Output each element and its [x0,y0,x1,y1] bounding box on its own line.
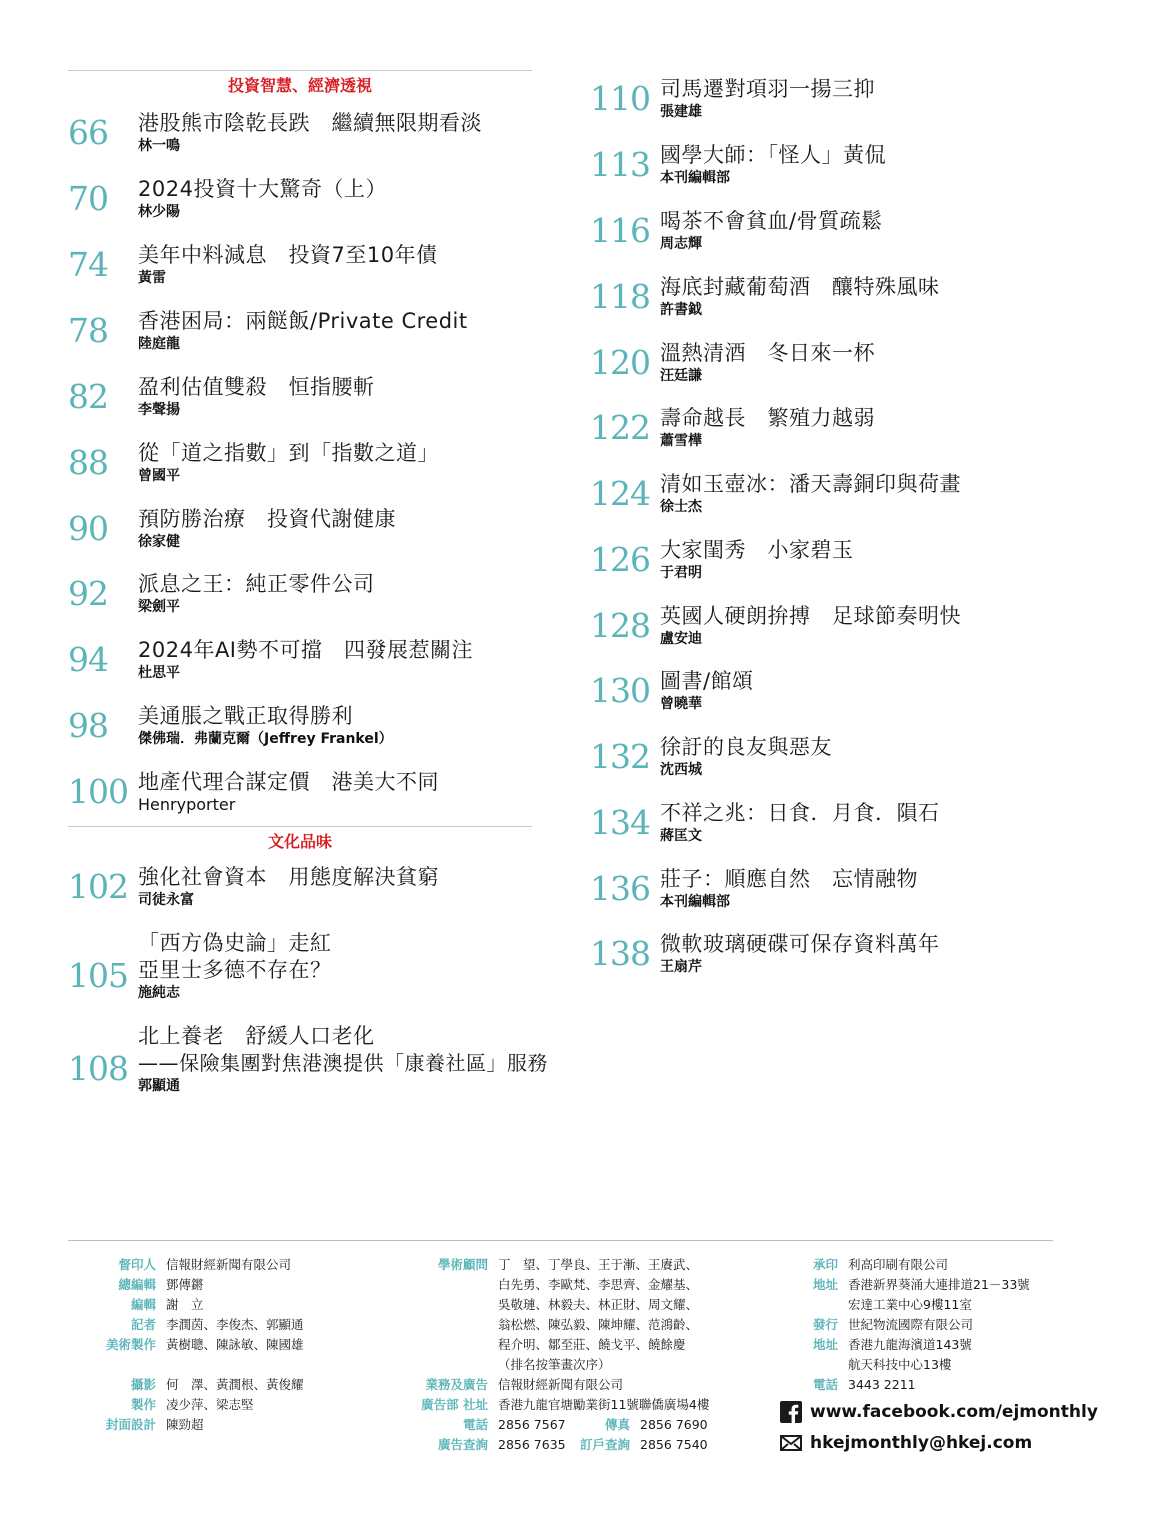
toc-entry[interactable] [68,374,375,419]
article-title: 2024年AI勢不可擋 四發展惹關注 [138,638,474,662]
credit-row [400,1315,709,1335]
article-title: 不祥之兆：日食．月食．隕石 [660,801,940,825]
toc-entry[interactable] [68,506,396,551]
article-author: 沈西城 [660,762,702,778]
article-title: 微軟玻璃硬碟可保存資料萬年 [660,932,940,956]
credit-value: 航天科技中心13樓 [848,1357,952,1372]
article-author: 張建雄 [660,104,702,120]
article-author: 蔣匡文 [660,828,702,844]
masthead-credits [68,1240,1098,1453]
credit-label: 訂戶查詢 [579,1437,630,1452]
credit-row [88,1395,304,1415]
toc-entry[interactable] [590,340,875,385]
toc-entry[interactable] [68,440,439,485]
credit-value: 香港新界葵涌大連排道21－33號 [848,1277,1030,1292]
article-title: 香港困局：兩餸飯/Private Credit [138,309,468,333]
article-title: 2024投資十大驚奇（上） [138,177,387,201]
toc-entry[interactable] [590,208,883,253]
page-number: 136 [590,869,650,908]
article-title: 圖書/館頌 [660,669,754,693]
article-title: 美通脹之戰正取得勝利 [138,704,353,728]
credit-value: 世紀物流國際有限公司 [848,1317,974,1332]
article-author: 陸庭龍 [138,336,180,352]
credit-row [88,1375,304,1395]
credit-value: 翁松燃、陳弘毅、陳坤耀、范鴻齡、 [498,1317,699,1332]
article-author: 王扇芹 [660,959,702,975]
credit-value: 黃樹聰、陳詠敏、陳國雄 [166,1337,304,1352]
toc-entry[interactable] [590,866,918,911]
toc-entry[interactable] [590,274,940,319]
credit-label: 總編輯 [118,1277,156,1292]
article-author: 梁劍平 [138,599,180,615]
page-number: 122 [590,408,650,447]
article-title: 溫熱清酒 冬日來一杯 [660,341,875,365]
page-number: 74 [68,245,108,284]
credit-label: 地址 [812,1277,838,1292]
toc-entry[interactable] [68,176,387,221]
article-author: 杜思平 [138,665,180,681]
credit-value: 李潤茵、李俊杰、郭顯通 [166,1317,304,1332]
credit-value: 3443 2211 [848,1377,916,1392]
page-number: 78 [68,311,108,350]
article-title: 國學大師：「怪人」黃侃 [660,143,886,167]
credit-row [400,1295,709,1315]
toc-entry[interactable] [68,308,468,353]
toc-entry[interactable] [590,800,940,845]
article-author: 徐士杰 [660,499,702,515]
article-author: 林少陽 [138,204,180,220]
page-number: 92 [68,574,108,613]
article-title-line2: ——保險集團對焦港澳提供「康養社區」服務 [138,1051,548,1075]
article-title: 大家閨秀 小家碧玉 [660,538,854,562]
credit-value: 香港九龍海濱道143號 [848,1337,972,1352]
credit-row [780,1355,1098,1375]
facebook-url: www.facebook.com/ejmonthly [810,1402,1098,1422]
article-title: 司馬遷對項羽一揚三抑 [660,77,875,101]
article-title-line2: 亞里士多德不存在？ [138,958,332,982]
credit-value: 陳勁超 [166,1417,204,1432]
credit-value: 謝 立 [166,1297,204,1312]
credit-row [400,1355,709,1375]
credit-row [780,1255,1098,1275]
article-author: 許書鉞 [660,302,702,318]
article-author: 李聲揚 [138,402,180,418]
credits-column-printing [780,1255,1098,1453]
credit-value: 白先勇、李歐梵、李思齊、金耀基、 [498,1277,699,1292]
page-number: 128 [590,606,650,645]
credit-row [780,1375,1098,1395]
credit-row [780,1335,1098,1355]
credit-value: 2856 7540 [640,1437,708,1452]
credits-column-advisors [400,1255,709,1455]
credit-value: 鄧傳鏘 [166,1277,204,1292]
credit-row [400,1275,709,1295]
page-number: 66 [68,113,108,152]
credit-row [780,1275,1098,1295]
toc-entry[interactable] [68,110,482,155]
article-title: 壽命越長 繁殖力越弱 [660,406,875,430]
article-title: 從「道之指數」到「指數之道」 [138,441,439,465]
credit-label: 電話 [812,1377,838,1392]
toc-entry[interactable] [590,537,854,582]
article-title: 預防勝治療 投資代謝健康 [138,507,396,531]
page-number: 90 [68,509,108,548]
credit-value: 吳敬璉、林毅夫、林正財、周文耀、 [498,1297,699,1312]
article-author: 于君明 [660,565,702,581]
article-author: 徐家健 [138,534,180,550]
credit-value: 丁 望、丁學良、王于漸、王賡武、 [498,1257,699,1272]
credit-row [88,1315,304,1335]
credit-label: 美術製作 [105,1337,156,1352]
credit-label: 製作 [130,1397,156,1412]
article-title: 北上養老 舒緩人口老化 [138,1024,375,1048]
credit-row [780,1295,1098,1315]
credit-row [400,1375,709,1395]
article-title: 港股熊市陰乾長跌 繼續無限期看淡 [138,111,482,135]
credit-value: 何 澤、黃潤根、黃俊耀 [166,1377,304,1392]
credit-label: 封面設計 [105,1417,156,1432]
article-title: 清如玉壺冰：潘天壽銅印與荷畫 [660,472,961,496]
credit-label: 承印 [812,1257,838,1272]
toc-entry[interactable] [68,864,439,909]
toc-entry[interactable] [590,734,832,779]
section-heading-culture: 文化品味 [68,826,532,856]
credit-row [400,1435,709,1455]
page-number: 82 [68,377,108,416]
facebook-icon [780,1401,802,1423]
page-number: 102 [68,867,128,906]
article-title: 莊子：順應自然 忘情融物 [660,867,918,891]
article-author: 林一鳴 [138,138,180,154]
credit-row [400,1415,709,1435]
page-number: 126 [590,540,650,579]
toc-entry[interactable] [590,668,754,713]
article-author: 曾國平 [138,468,180,484]
credit-row [400,1395,709,1415]
page-number: 105 [68,955,128,995]
article-author: 司徒永富 [138,892,194,908]
credit-value: 2856 7567 [498,1417,566,1432]
section-heading-invest: 投資智慧、經濟透視 [68,70,532,100]
toc-entry[interactable] [590,405,875,450]
article-title: 徐訏的良友與惡友 [660,735,832,759]
credit-label: 發行 [812,1317,838,1332]
toc-entry[interactable] [68,242,438,287]
article-author: 汪廷謙 [660,368,702,384]
page-number: 132 [590,737,650,776]
toc-entry[interactable] [68,703,393,748]
credit-label: 地址 [812,1337,838,1352]
credit-row [400,1255,709,1275]
page-number: 120 [590,343,650,382]
credit-value: 宏達工業中心9樓11室 [848,1297,972,1312]
article-title: 盈利估值雙殺 恒指腰斬 [138,375,375,399]
credit-label: 電話 [462,1417,488,1432]
credit-row [88,1295,304,1315]
article-author: 曾曉華 [660,696,702,712]
credit-label: 編輯 [130,1297,156,1312]
credit-row [88,1335,304,1355]
article-author: 本刊編輯部 [660,894,730,910]
toc-entry[interactable] [68,637,473,682]
toc-entry[interactable] [590,142,886,187]
article-author: 郭顯通 [138,1078,180,1094]
page-number: 110 [590,79,650,118]
toc-entry[interactable] [68,930,332,1002]
article-title: 派息之王：純正零件公司 [138,572,375,596]
article-author: 本刊編輯部 [660,170,730,186]
page-number: 94 [68,640,108,679]
toc-entry[interactable] [68,571,375,616]
credit-row [88,1255,304,1275]
article-title: 美年中料減息 投資7至10年債 [138,243,438,267]
page-number: 100 [68,772,128,811]
credit-label: 記者 [130,1317,156,1332]
credits-column-staff [88,1255,304,1435]
article-author: 黃雷 [138,270,166,286]
page-number: 118 [590,277,650,316]
mail-icon [780,1435,802,1451]
toc-entry[interactable] [590,471,961,516]
article-author: 周志輝 [660,236,702,252]
page-number: 134 [590,803,650,842]
credit-value: 利高印刷有限公司 [848,1257,949,1272]
article-title: 地產代理合謀定價 港美大不同 [138,770,439,794]
credit-value: 信報財經新聞有限公司 [166,1257,292,1272]
page-number: 70 [68,179,108,218]
article-author: Henryporter [138,795,236,814]
page-number: 98 [68,706,108,745]
email-address: hkejmonthly@hkej.com [810,1433,1033,1453]
credit-value: 香港九龍官塘勵業街11號聯僑廣場4樓 [498,1397,710,1412]
email-link[interactable] [780,1433,1098,1453]
credit-label: 攝影 [130,1377,156,1392]
article-author: 蕭雪樺 [660,433,702,449]
credit-label: 業務及廣告 [425,1377,488,1392]
article-author: 施純志 [138,985,180,1001]
credit-value: 2856 7635 [498,1437,566,1452]
toc-entry[interactable] [590,603,961,648]
credit-label: 廣告部 社址 [421,1397,488,1412]
toc-entry[interactable] [68,769,439,814]
page-number: 138 [590,934,650,973]
credit-row [88,1415,304,1435]
article-title: 喝茶不會貧血/骨質疏鬆 [660,209,883,233]
page-number: 88 [68,443,108,482]
article-title: 海底封藏葡萄酒 釀特殊風味 [660,275,940,299]
credit-row [400,1335,709,1355]
page-number: 124 [590,474,650,513]
credit-value: （排名按筆畫次序） [498,1357,611,1372]
credit-row [780,1315,1098,1335]
credit-value: 凌少萍、梁志堅 [166,1397,254,1412]
credit-label: 督印人 [118,1257,156,1272]
article-author: 盧安迪 [660,631,702,647]
credit-value: 信報財經新聞有限公司 [498,1377,624,1392]
toc-entry[interactable] [68,1023,548,1095]
page-number: 130 [590,671,650,710]
article-author: 傑佛瑞．弗蘭克爾（Jeffrey Frankel） [138,731,393,747]
page-number: 108 [68,1048,128,1088]
toc-entry[interactable] [590,931,940,976]
page-number: 116 [590,211,650,250]
credit-label: 傳真 [604,1417,630,1432]
credit-label: 學術顧問 [437,1257,488,1272]
credit-label: 廣告查詢 [437,1437,488,1452]
credit-value: 2856 7690 [640,1417,708,1432]
credit-value: 程介明、鄒至莊、饒戈平、饒餘慶 [498,1337,686,1352]
article-title: 強化社會資本 用態度解決貧窮 [138,865,439,889]
credit-row [88,1275,304,1295]
toc-entry[interactable] [590,76,875,121]
page-number: 113 [590,145,650,184]
article-title: 「西方偽史論」走紅 [138,931,332,955]
facebook-link[interactable] [780,1401,1098,1423]
article-title: 英國人硬朗拚搏 足球節奏明快 [660,604,961,628]
